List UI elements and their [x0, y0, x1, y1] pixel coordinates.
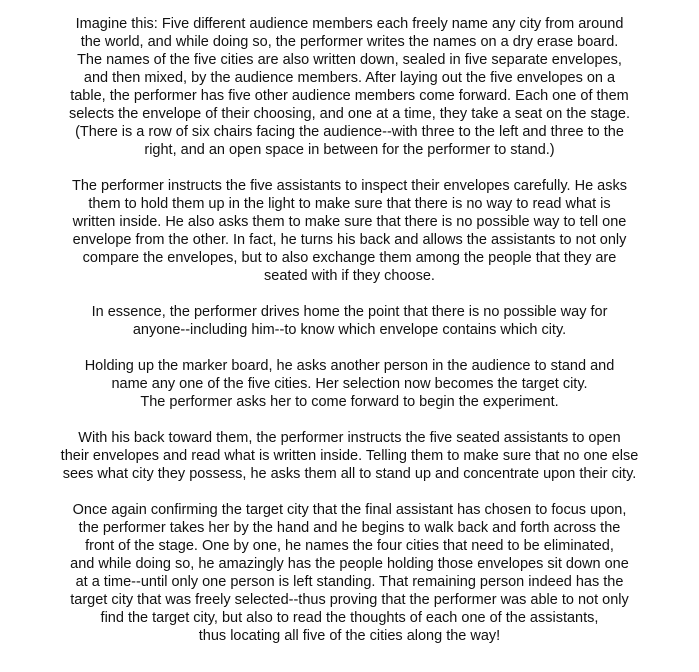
text-line: The performer instructs the five assistants to inspect their envelopes carefully. He asks: [71, 178, 627, 194]
paragraph-open-envelopes: [0, 429, 699, 483]
text-line: find the target city, but also to read the thoughts of each one of the assistants,: [100, 610, 599, 626]
text-line: Holding up the marker board, he asks another person in the audience to stand and: [84, 358, 615, 374]
text-line: the performer takes her by the hand and he begins to walk back and forth across the: [78, 520, 621, 536]
text-line: front of the stage. One by one, he names the four cities that need to be eliminated,: [85, 538, 614, 554]
paragraph-target-selection: [0, 357, 699, 411]
text-line: name any one of the five cities. Her selection now becomes the target city.: [111, 376, 588, 392]
text-line: right, and an open space in between for the performer to stand.): [144, 142, 555, 158]
text-line: their envelopes and read what is written inside. Telling them to make sure that no one else: [60, 448, 639, 464]
paragraph-setup: [0, 15, 699, 159]
text-line: thus locating all five of the cities along the way!: [198, 628, 501, 644]
paragraph-finale: [0, 501, 699, 645]
text-line: Imagine this: Five different audience members each freely name any city from around: [75, 16, 624, 32]
text-line: and then mixed, by the audience members. After laying out the five envelopes on a: [83, 70, 616, 86]
text-line: compare the envelopes, but to also exchange them among the people that they are: [82, 250, 617, 266]
text-line: and while doing so, he amazingly has the people holding those envelopes sit down one: [70, 556, 629, 572]
text-line: target city that was freely selected--thus proving that the performer was able to not only: [70, 592, 629, 608]
text-line: anyone--including him--to know which envelope contains which city.: [132, 322, 567, 338]
text-line: the world, and while doing so, the performer writes the names on a dry erase board.: [80, 34, 619, 50]
text-line: seated with if they choose.: [264, 268, 435, 284]
text-line: envelope from the other. In fact, he turns his back and allows the assistants to not only: [72, 232, 627, 248]
text-line: written inside. He also asks them to make sure that there is no possible way to tell one: [72, 214, 627, 230]
text-line: selects the envelope of their choosing, and one at a time, they take a seat on the stage.: [68, 106, 631, 122]
text-line: The performer asks her to come forward to begin the experiment.: [140, 394, 559, 410]
paragraph-essence: [0, 303, 699, 339]
text-line: sees what city they possess, he asks them all to stand up and concentrate upon their city.: [62, 466, 637, 482]
text-line: Once again confirming the target city that the final assistant has chosen to focus upon,: [72, 502, 627, 518]
text-line: In essence, the performer drives home the point that there is no possible way for: [91, 304, 608, 320]
document-body: [0, 15, 699, 663]
text-line: With his back toward them, the performer instructs the five seated assistants to open: [78, 430, 621, 446]
text-line: table, the performer has five other audience members come forward. Each one of them: [70, 88, 629, 104]
text-line: The names of the five cities are also written down, sealed in five separate envelopes,: [77, 52, 622, 68]
text-line: them to hold them up in the light to make sure that there is no way to read what is: [88, 196, 611, 212]
text-line: (There is a row of six chairs facing the audience--with three to the left and three to the: [75, 124, 624, 140]
text-line: at a time--until only one person is left standing. That remaining person indeed has the: [75, 574, 624, 590]
paragraph-inspection: [0, 177, 699, 285]
